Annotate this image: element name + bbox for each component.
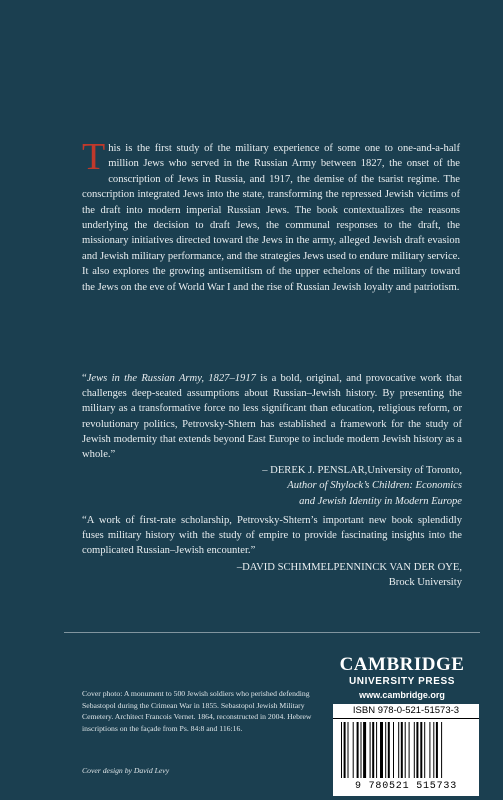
barcode-bars-icon: [339, 722, 473, 780]
barcode-bar: [436, 722, 438, 778]
quote-body: “Jews in the Russian Army, 1827–1917 is a bold, original, and provocative work that challenges deep-seated assumptions about Russian–Jewish history. By presenting the military as a transformative force no less significant than education, religious reform, or revolutionary politics, Petrovsky-Shtern has established a framework for the study of Jewish modernity that extends beyond East Europe to include modern Jewish history as a whole.”: [82, 373, 462, 461]
barcode-bar: [429, 722, 430, 778]
barcode-bar: [348, 722, 349, 778]
barcode-bar: [393, 722, 394, 778]
barcode-bar: [398, 722, 399, 778]
barcode-bar: [376, 722, 377, 778]
author-prefix: Author of: [287, 480, 331, 492]
author-book-title: Shylock’s Children: Economics: [330, 480, 462, 492]
quote-attribution: [82, 463, 462, 509]
publisher-url: www.cambridge.org: [359, 690, 445, 700]
quote-attribution: [82, 560, 462, 590]
barcode-bar: [385, 722, 386, 778]
barcode-bar: [380, 722, 383, 778]
cover-photo-credit: Cover photo: A monument to 500 Jewish soldiers who perished defending Sebastopol during the Crimean War in 1855. Sebastopol Jewish Military Cemetery. Architect Francois Vernet. 1864, reconstructed in 2004. Hebrew inscriptions on the façade from Ps. 84:8 and 116:16.: [82, 689, 312, 733]
barcode-bar: [388, 722, 390, 778]
quote-author: –DAVID SCHIMMELPENNINCK VAN DER OYE,: [236, 561, 462, 573]
review-quote-schimmelpenninck: [82, 513, 462, 590]
book-description: [82, 136, 460, 295]
description-text: his is the first study of the military experience of some one to one-and-a-half million Jews who served in the Russian Army between 1827, the onset of the conscription of Jews in Russia, and 1917, the demise of the tsarist regime. The conscription integrated Jews into the state, transforming the repressed Jewish victims of the draft into modern imperial Russian Jews. The book contextualizes the reasons underlying the decision to draft Jews, the communal responses to the draft, the missionary initiatives directed toward the Jews in the army, alleged Jewish draft evasion and Jewish military performance, and the strategies Jews used to endure military service. It also explores the growing antisemitism of the upper echelons of the military toward the Jews on the eve of World War I and the rise of Russian Jewish loyalty and patriotism.: [82, 143, 460, 293]
barcode-bar: [401, 722, 403, 778]
barcode: [333, 704, 479, 796]
barcode-bar: [433, 722, 434, 778]
barcode-bar: [409, 722, 410, 778]
barcode-bar: [370, 722, 371, 778]
author-book-title-cont: and Jewish Identity in Modern Europe: [299, 495, 462, 507]
barcode-bar: [357, 722, 359, 778]
barcode-number: 9 780521 515733: [354, 781, 457, 792]
quote-author: – DEREK J. PENSLAR,University of Toronto,: [262, 465, 462, 477]
barcode-bar: [361, 722, 362, 778]
barcode-bar: [424, 722, 425, 778]
publisher-name: CAMBRIDGE: [339, 654, 465, 675]
isbn-label: ISBN 978-0-521-51573-3: [333, 704, 479, 719]
drop-cap: T: [82, 136, 106, 178]
barcode-bar: [405, 722, 406, 778]
publisher-logo: [327, 655, 477, 702]
quote-body: “A work of first-rate scholarship, Petrovsky-Shtern’s important new book splendidly fuses military history with the study of empire to provide fascinating insights into the complicated Russian–Jewish encounter.”: [82, 515, 462, 557]
barcode-bar: [414, 722, 415, 778]
section-divider: [64, 632, 480, 633]
barcode-bar: [344, 722, 346, 778]
barcode-bar: [341, 722, 342, 778]
barcode-bar: [372, 722, 374, 778]
publisher-subtitle: UNIVERSITY PRESS: [348, 676, 456, 687]
review-quote-penslar: [82, 371, 462, 509]
barcode-bar: [420, 722, 422, 778]
quote-affiliation: Brock University: [388, 576, 462, 588]
barcode-bar: [363, 722, 366, 778]
barcode-bar: [353, 722, 354, 778]
quoted-book-title: Jews in the Russian Army, 1827–1917: [86, 373, 256, 384]
barcode-bar: [441, 722, 442, 778]
barcode-bar: [416, 722, 418, 778]
cover-design-credit: Cover design by David Levy: [82, 766, 170, 775]
